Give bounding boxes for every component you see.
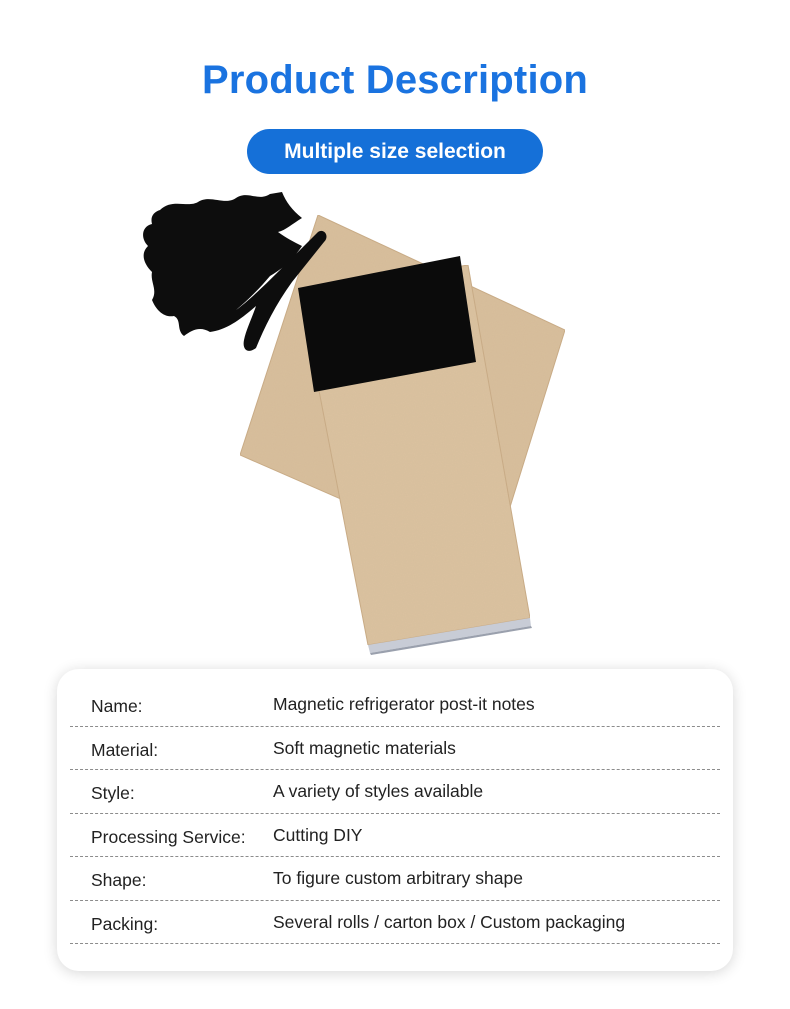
spec-card xyxy=(57,669,733,971)
spec-row-packing xyxy=(70,901,720,945)
spec-value: Magnetic refrigerator post-it notes xyxy=(273,694,535,714)
spec-label: Shape: xyxy=(91,870,147,890)
spec-row-style xyxy=(70,770,720,814)
spec-value: Cutting DIY xyxy=(273,824,363,845)
spec-row-shape xyxy=(70,857,720,901)
spec-label: Material: xyxy=(91,739,159,760)
spec-table xyxy=(70,683,720,944)
spec-label: Packing: xyxy=(91,913,159,934)
product-image xyxy=(60,180,730,660)
spec-label: Processing Service: xyxy=(91,826,246,847)
spec-label: Style: xyxy=(91,783,135,803)
spec-row-processing-service xyxy=(70,814,720,858)
spec-value: To figure custom arbitrary shape xyxy=(273,868,523,888)
page-title: Product Description xyxy=(201,58,589,102)
spec-row-name xyxy=(70,683,720,727)
spec-label: Name: xyxy=(91,696,143,716)
spec-value: Soft magnetic materials xyxy=(273,737,456,758)
spec-row-material xyxy=(70,727,720,771)
spec-value: Several rolls / carton box / Custom packaging xyxy=(273,911,626,932)
spec-value: A variety of styles available xyxy=(273,781,484,801)
size-selection-badge: Multiple size selection xyxy=(247,129,543,174)
